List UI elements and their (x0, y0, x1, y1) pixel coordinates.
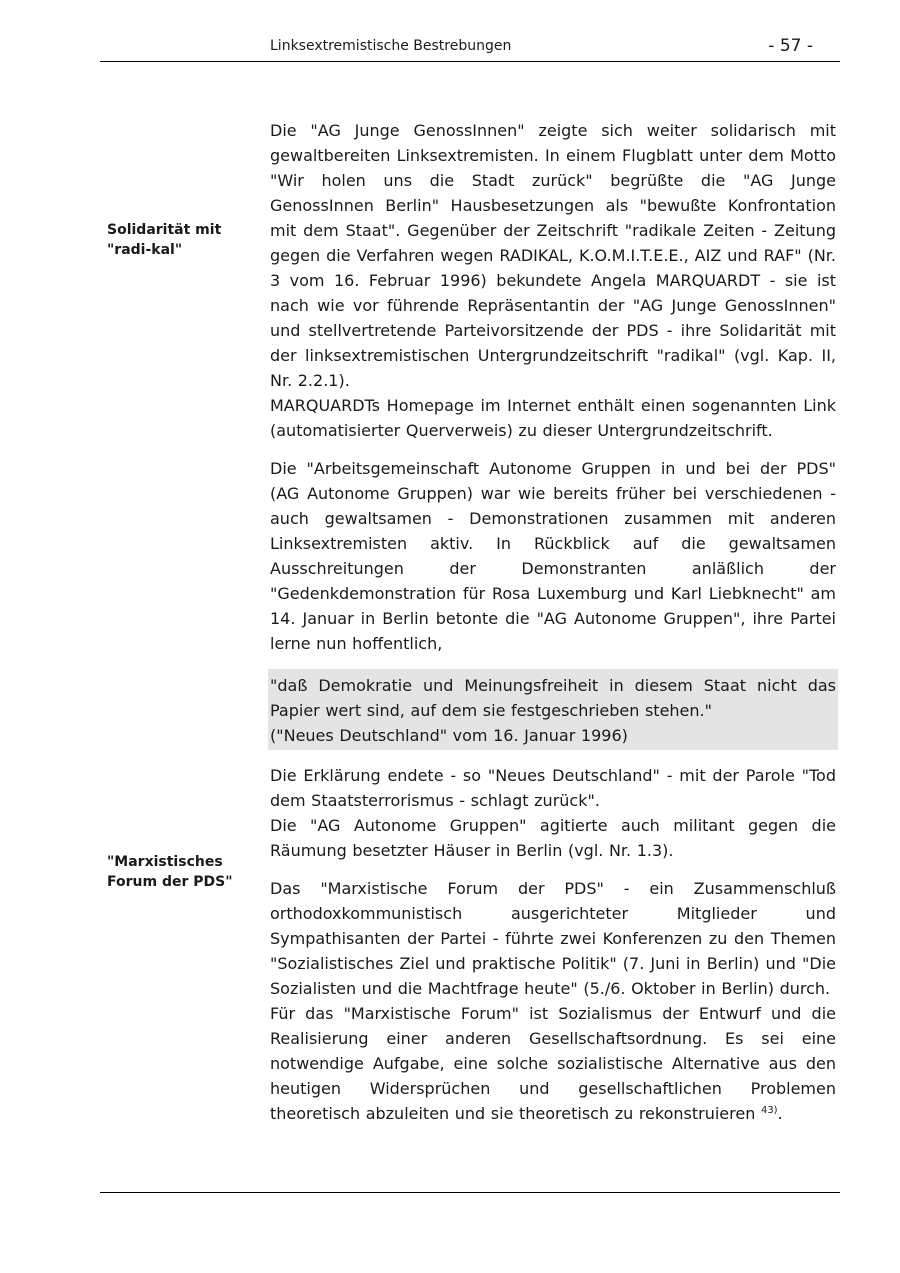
quote-source: ("Neues Deutschland" vom 16. Januar 1996) (270, 726, 628, 745)
paragraph-ag-junge-genossinnen: Die "AG Junge GenossInnen" zeigte sich weiter solidarisch mit gewaltbereiten Linksextremisten. In einem Flugblatt unter dem Motto "Wir holen uns die Stadt zurück" begrüßte die "AG Junge GenossInnen Berlin" Hausbesetzungen als "bewußte Konfrontation mit dem Staat". Gegenüber der Zeitschrift "radikale Zeiten - Zeitung gegen die Verfahren wegen RADIKAL, K.O.M.I.T.E.E., AIZ und RAF" (Nr. 3 vom 16. Februar 1996) bekundete Angela MARQUARDT - sie ist nach wie vor führende Repräsentantin der "AG Junge GenossInnen" und stellvertretende Parteivorsitzende der PDS - ihre Solidarität mit der linksextremistischen Untergrundzeitschrift "radikal" (vgl. Kap. II, Nr. 2.2.1). (270, 121, 836, 390)
paragraph-homepage: MARQUARDTs Homepage im Internet enthält einen sogenannten Link (automatisierter Querverweis) zu dieser Untergrundzeitschrift. (270, 396, 836, 440)
margin-note-marxistisches-forum: "Marxistisches Forum der PDS" (107, 854, 233, 890)
paragraph-erklaerung: Die Erklärung endete - so "Neues Deutschland" - mit der Parole "Tod dem Staatsterrorismus - schlagt zurück". (270, 766, 836, 810)
margin-note-solidaritaet: Solidarität mit "radi-kal" (107, 222, 222, 258)
paragraph-marxistisches-forum: Das "Marxistische Forum der PDS" - ein Zusammenschluß orthodoxkommunistisch ausgerichteter Mitglieder und Sympathisanten der Partei - führte zwei Konferenzen zu den Themen "Sozialistisches Ziel und praktische Politik" (7. Juni in Berlin) und "Die Sozialisten und die Machtfrage heute" (5./6. Oktober in Berlin) durch. (270, 879, 836, 998)
block-quote (268, 669, 838, 750)
main-text (270, 118, 836, 1126)
paragraph-sozialismus (270, 1001, 836, 1126)
quote-text: "daß Demokratie und Meinungsfreiheit in diesem Staat nicht das Papier wert sind, auf dem sie festgeschrieben stehen." (270, 676, 836, 720)
paragraph-raeumung: Die "AG Autonome Gruppen" agitierte auch militant gegen die Räumung besetzter Häuser in Berlin (vgl. Nr. 1.3). (270, 816, 836, 860)
footer-rule (100, 1192, 840, 1193)
header-title: Linksextremistische Bestrebungen (270, 38, 512, 54)
paragraph-sozialismus-text: Für das "Marxistische Forum" ist Sozialismus der Entwurf und die Realisierung einer anderen Gesellschaftsordnung. Es sei eine notwendige Aufgabe, eine solche sozialistische Alternative aus den heutigen Widersprüchen und gesellschaftlichen Problemen theoretisch abzuleiten und sie theoretisch zu rekonstruieren (270, 1004, 836, 1123)
footnote-reference: 43) (760, 1105, 778, 1116)
paragraph-end-period: . (777, 1104, 783, 1123)
paragraph-ag-autonome-gruppen: Die "Arbeitsgemeinschaft Autonome Gruppen in und bei der PDS" (AG Autonome Gruppen) war wie bereits früher bei verschiedenen - auch gewaltsamen - Demonstrationen zusammen mit anderen Linksextremisten aktiv. In Rückblick auf die gewaltsamen Ausschreitungen der Demonstranten anläßlich der "Gedenkdemonstration für Rosa Luxemburg und Karl Liebknecht" am 14. Januar in Berlin betonte die "AG Autonome Gruppen", ihre Partei lerne nun hoffentlich, (270, 459, 836, 653)
page-number: - 57 - (768, 36, 813, 56)
page-header (100, 36, 840, 62)
